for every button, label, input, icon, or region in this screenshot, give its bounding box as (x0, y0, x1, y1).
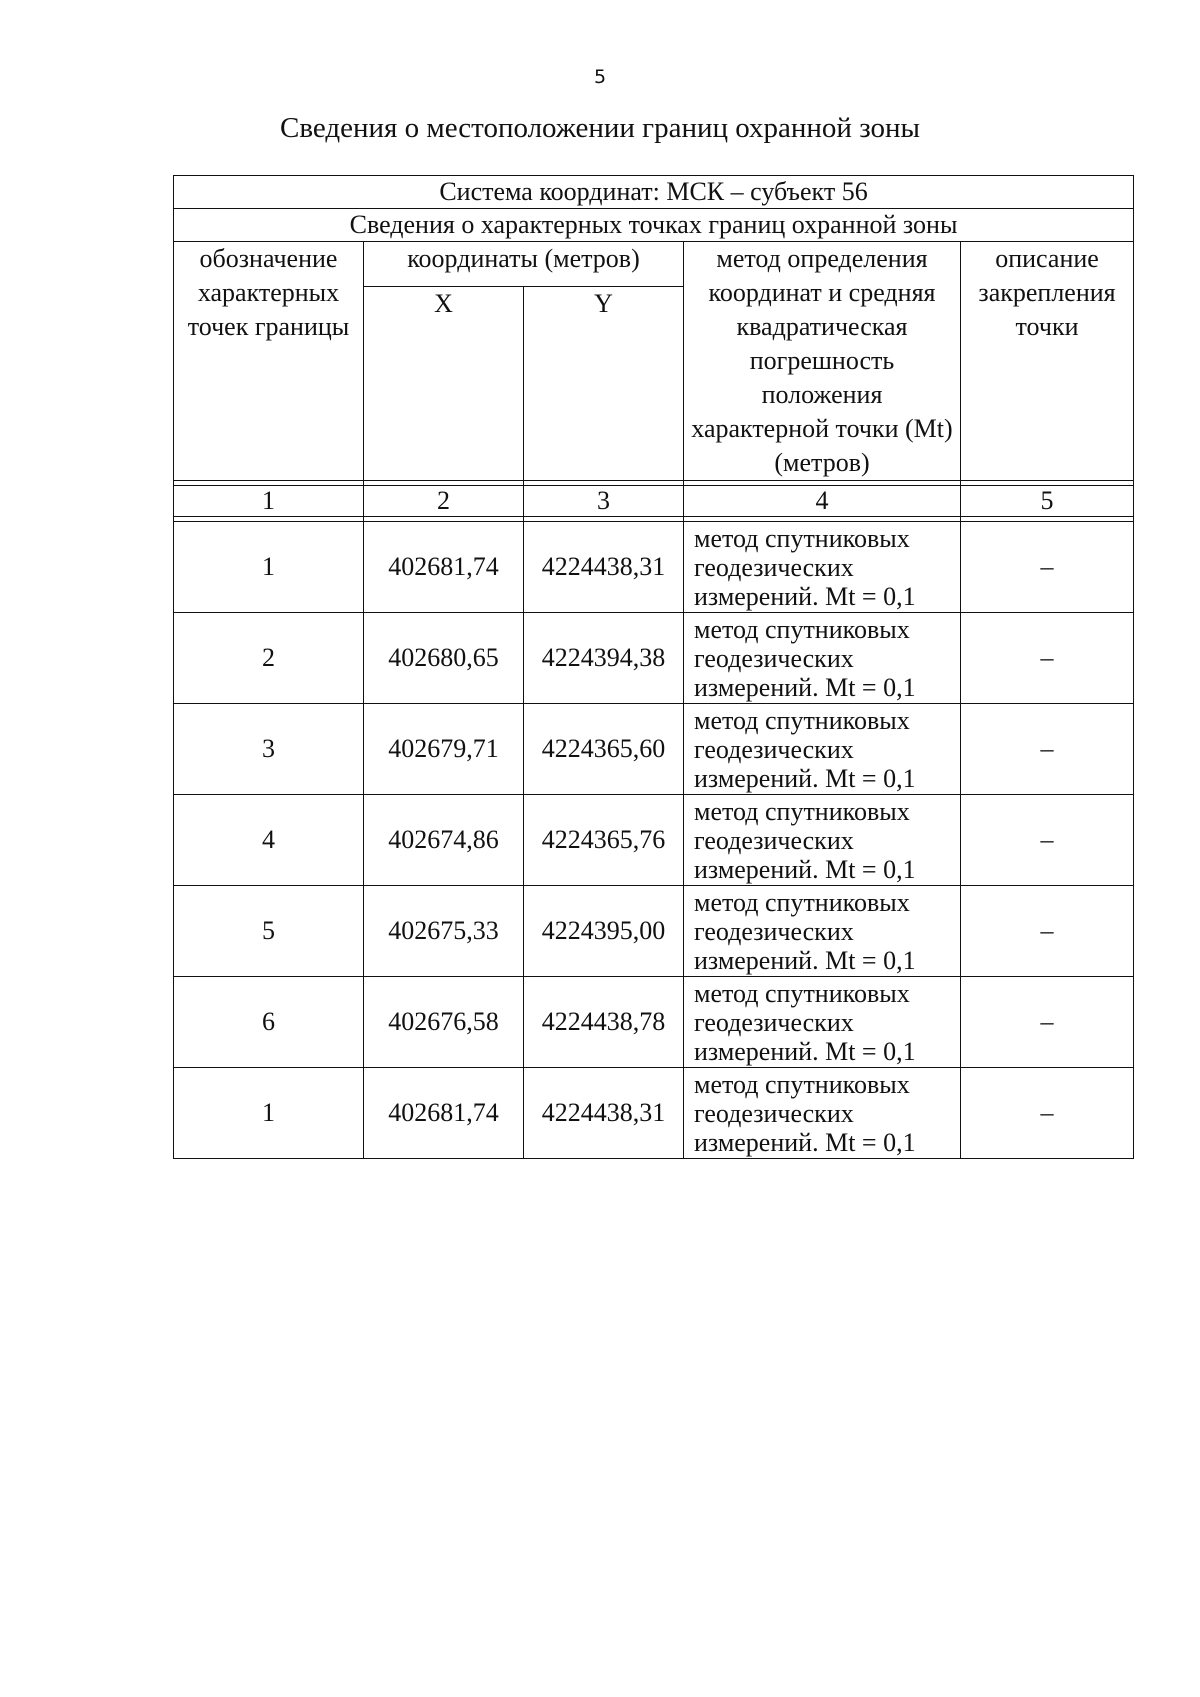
method-cell: метод спутниковых геодезических измерений. Mt = 0,1 (684, 886, 961, 977)
header-x: X (364, 287, 524, 481)
x-cell: 402680,65 (364, 613, 524, 704)
header-method: метод определения координат и средняя квадратическая погрешность положения характерной точки (Mt) (метров) (684, 242, 961, 481)
x-cell: 402674,86 (364, 795, 524, 886)
method-cell: метод спутниковых геодезических измерений. Mt = 0,1 (684, 613, 961, 704)
page-title: Сведения о местоположении границ охранной зоны (279, 112, 920, 144)
fixing-cell: – (961, 977, 1134, 1068)
x-cell: 402679,71 (364, 704, 524, 795)
table-row (174, 886, 1134, 977)
y-cell: 4224365,76 (524, 795, 684, 886)
table-row (174, 1068, 1134, 1159)
point-cell: 4 (174, 795, 364, 886)
point-cell: 6 (174, 977, 364, 1068)
table-row (174, 613, 1134, 704)
method-cell: метод спутниковых геодезических измерений. Mt = 0,1 (684, 795, 961, 886)
method-cell: метод спутниковых геодезических измерений. Mt = 0,1 (684, 522, 961, 613)
method-cell: метод спутниковых геодезических измерений. Mt = 0,1 (684, 704, 961, 795)
column-number: 1 (174, 486, 364, 517)
fixing-cell: – (961, 613, 1134, 704)
x-cell: 402681,74 (364, 522, 524, 613)
point-cell: 3 (174, 704, 364, 795)
fixing-cell: – (961, 1068, 1134, 1159)
table-row (174, 522, 1134, 613)
column-number: 5 (961, 486, 1134, 517)
x-cell: 402681,74 (364, 1068, 524, 1159)
y-cell: 4224394,38 (524, 613, 684, 704)
header-fixing: описание закрепления точки (961, 242, 1134, 481)
header-coordinates: координаты (метров) (364, 242, 684, 287)
header-row (174, 242, 1134, 287)
point-cell: 5 (174, 886, 364, 977)
column-numbers-row (174, 486, 1134, 517)
coordinate-system-row (174, 176, 1134, 209)
y-cell: 4224395,00 (524, 886, 684, 977)
coordinate-system-cell: Система координат: МСК – субъект 56 (174, 176, 1134, 209)
x-cell: 402675,33 (364, 886, 524, 977)
x-cell: 402676,58 (364, 977, 524, 1068)
fixing-cell: – (961, 522, 1134, 613)
column-number: 2 (364, 486, 524, 517)
method-cell: метод спутниковых геодезических измерений. Mt = 0,1 (684, 977, 961, 1068)
fixing-cell: – (961, 795, 1134, 886)
coordinates-table (173, 175, 1134, 1159)
header-point-designation: обозначение характерных точек границы (174, 242, 364, 481)
method-cell: метод спутниковых геодезических измерений. Mt = 0,1 (684, 1068, 961, 1159)
table-row (174, 795, 1134, 886)
table-row (174, 704, 1134, 795)
page-number: 5 (593, 66, 607, 88)
points-info-cell: Сведения о характерных точках границ охранной зоны (174, 209, 1134, 242)
header-y: Y (524, 287, 684, 481)
y-cell: 4224438,78 (524, 977, 684, 1068)
fixing-cell: – (961, 886, 1134, 977)
column-number: 3 (524, 486, 684, 517)
point-cell: 1 (174, 522, 364, 613)
fixing-cell: – (961, 704, 1134, 795)
y-cell: 4224365,60 (524, 704, 684, 795)
y-cell: 4224438,31 (524, 522, 684, 613)
table-row (174, 977, 1134, 1068)
point-cell: 1 (174, 1068, 364, 1159)
points-info-row (174, 209, 1134, 242)
column-number: 4 (684, 486, 961, 517)
y-cell: 4224438,31 (524, 1068, 684, 1159)
point-cell: 2 (174, 613, 364, 704)
